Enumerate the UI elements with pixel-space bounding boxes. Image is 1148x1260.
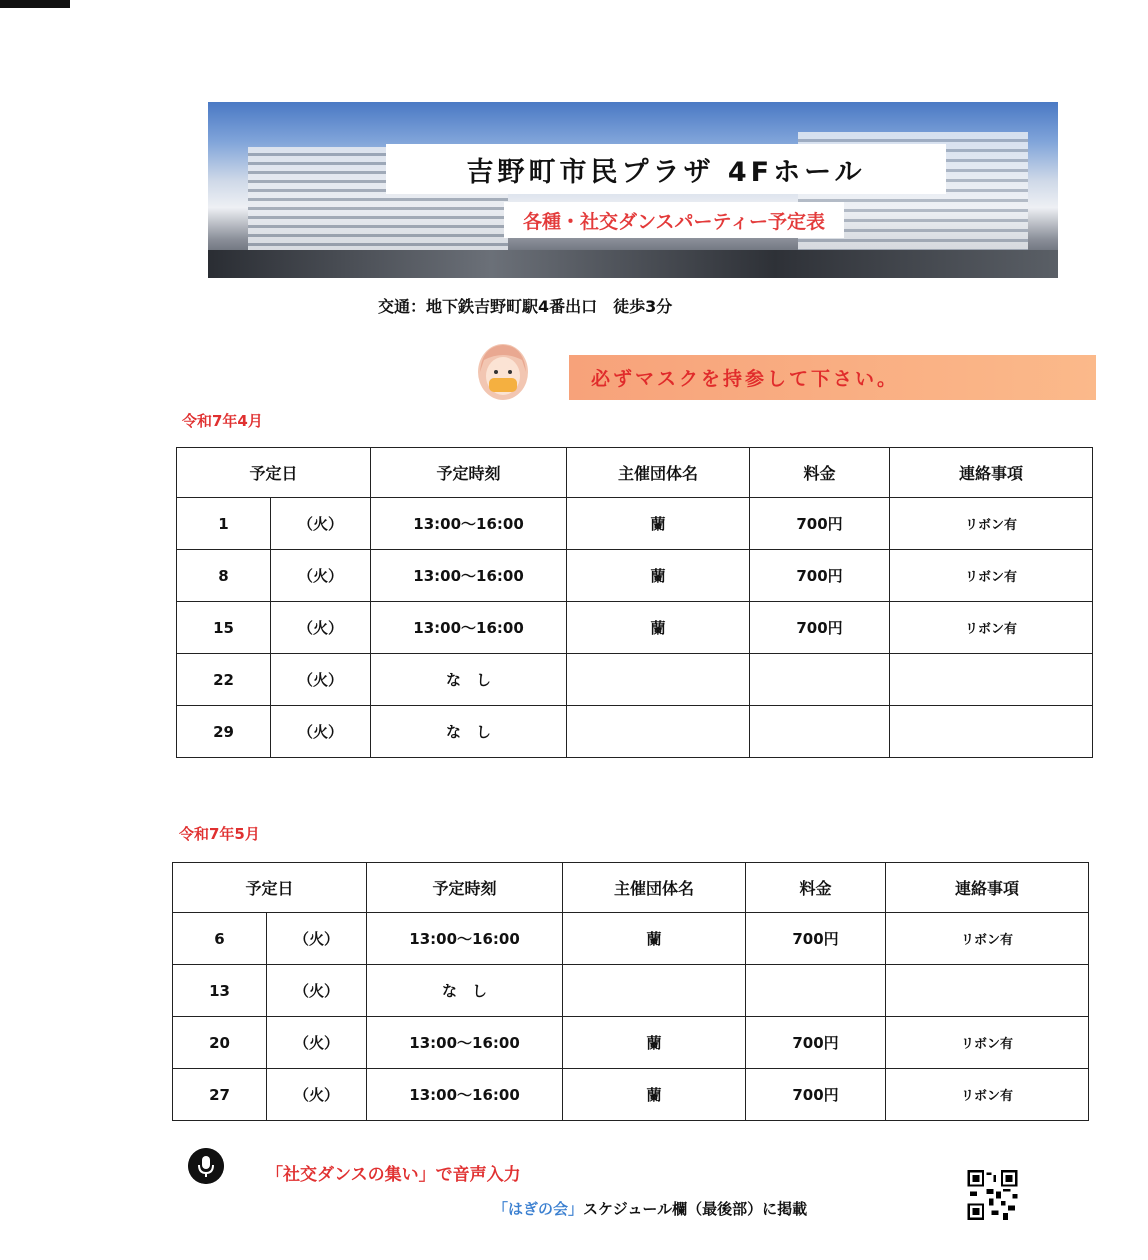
table-row xyxy=(173,913,1089,965)
venue-title: 吉野町市民プラザ 4Fホール xyxy=(386,144,946,194)
time-cell: 13:00〜16:00 xyxy=(367,1069,563,1121)
may-label: 令和7年5月 xyxy=(179,825,260,843)
organizer-cell: 蘭 xyxy=(563,913,746,965)
time-cell: 13:00〜16:00 xyxy=(371,550,567,602)
header-fee: 料金 xyxy=(746,863,886,913)
weekday-cell: （火） xyxy=(271,602,371,654)
fee-cell: 700円 xyxy=(750,602,890,654)
organizer-cell: 蘭 xyxy=(567,550,750,602)
table-row xyxy=(173,1017,1089,1069)
time-cell: な し xyxy=(371,654,567,706)
table-row xyxy=(177,706,1093,758)
april-schedule-table xyxy=(176,447,1093,758)
day-cell: 13 xyxy=(173,965,267,1017)
access-info: 交通：地下鉄吉野町駅4番出口 徒歩3分 xyxy=(378,297,673,316)
hagi-schedule-note xyxy=(493,1198,807,1219)
note-cell xyxy=(890,654,1093,706)
table-header-row xyxy=(173,863,1089,913)
weekday-cell: （火） xyxy=(271,498,371,550)
day-cell: 27 xyxy=(173,1069,267,1121)
time-cell: 13:00〜16:00 xyxy=(371,602,567,654)
note-cell: リボン有 xyxy=(886,913,1089,965)
table-row xyxy=(177,654,1093,706)
banner-ground xyxy=(208,250,1058,278)
weekday-cell: （火） xyxy=(271,706,371,758)
header-note: 連絡事項 xyxy=(886,863,1089,913)
organizer-cell: 蘭 xyxy=(567,602,750,654)
day-cell: 6 xyxy=(173,913,267,965)
hagi-rest: スケジュール欄（最後部）に掲載 xyxy=(583,1200,808,1218)
microphone-icon xyxy=(188,1148,224,1184)
table-row xyxy=(177,602,1093,654)
header-date: 予定日 xyxy=(173,863,367,913)
fee-cell xyxy=(750,706,890,758)
may-schedule-table xyxy=(172,862,1089,1121)
qr-code-icon xyxy=(966,1170,1019,1220)
time-cell: 13:00〜16:00 xyxy=(367,913,563,965)
header-organizer: 主催団体名 xyxy=(563,863,746,913)
april-label: 令和7年4月 xyxy=(182,412,263,430)
organizer-cell: 蘭 xyxy=(563,1017,746,1069)
table-header-row xyxy=(177,448,1093,498)
weekday-cell: （火） xyxy=(271,550,371,602)
table-row xyxy=(177,498,1093,550)
weekday-cell: （火） xyxy=(271,654,371,706)
organizer-cell: 蘭 xyxy=(567,498,750,550)
day-cell: 20 xyxy=(173,1017,267,1069)
organizer-cell xyxy=(567,706,750,758)
note-cell: リボン有 xyxy=(886,1017,1089,1069)
note-cell xyxy=(890,706,1093,758)
weekday-cell: （火） xyxy=(267,1017,367,1069)
scan-corner-mark xyxy=(0,0,70,8)
organizer-cell xyxy=(563,965,746,1017)
header-organizer: 主催団体名 xyxy=(567,448,750,498)
note-cell: リボン有 xyxy=(890,550,1093,602)
voice-search-hint: 「社交ダンスの集い」で音声入力 xyxy=(266,1165,521,1185)
mask-notice: 必ずマスクを持参して下さい。 xyxy=(569,355,1096,400)
fee-cell: 700円 xyxy=(750,550,890,602)
weekday-cell: （火） xyxy=(267,913,367,965)
time-cell: な し xyxy=(367,965,563,1017)
organizer-cell xyxy=(567,654,750,706)
day-cell: 1 xyxy=(177,498,271,550)
table-row xyxy=(173,1069,1089,1121)
day-cell: 8 xyxy=(177,550,271,602)
mask-face-icon xyxy=(476,342,530,402)
note-cell: リボン有 xyxy=(890,498,1093,550)
day-cell: 15 xyxy=(177,602,271,654)
header-time: 予定時刻 xyxy=(371,448,567,498)
time-cell: 13:00〜16:00 xyxy=(371,498,567,550)
fee-cell: 700円 xyxy=(746,913,886,965)
schedule-subtitle: 各種・社交ダンスパーティー予定表 xyxy=(504,202,844,238)
fee-cell xyxy=(746,965,886,1017)
note-cell xyxy=(886,965,1089,1017)
time-cell: な し xyxy=(371,706,567,758)
fee-cell xyxy=(750,654,890,706)
header-fee: 料金 xyxy=(750,448,890,498)
fee-cell: 700円 xyxy=(746,1017,886,1069)
table-row xyxy=(173,965,1089,1017)
organizer-cell: 蘭 xyxy=(563,1069,746,1121)
time-cell: 13:00〜16:00 xyxy=(367,1017,563,1069)
weekday-cell: （火） xyxy=(267,1069,367,1121)
header-banner xyxy=(208,102,1058,278)
note-cell: リボン有 xyxy=(890,602,1093,654)
day-cell: 22 xyxy=(177,654,271,706)
table-row xyxy=(177,550,1093,602)
header-time: 予定時刻 xyxy=(367,863,563,913)
hagi-quote: 「はぎの会」 xyxy=(493,1200,584,1218)
header-note: 連絡事項 xyxy=(890,448,1093,498)
fee-cell: 700円 xyxy=(746,1069,886,1121)
header-date: 予定日 xyxy=(177,448,371,498)
day-cell: 29 xyxy=(177,706,271,758)
note-cell: リボン有 xyxy=(886,1069,1089,1121)
fee-cell: 700円 xyxy=(750,498,890,550)
weekday-cell: （火） xyxy=(267,965,367,1017)
